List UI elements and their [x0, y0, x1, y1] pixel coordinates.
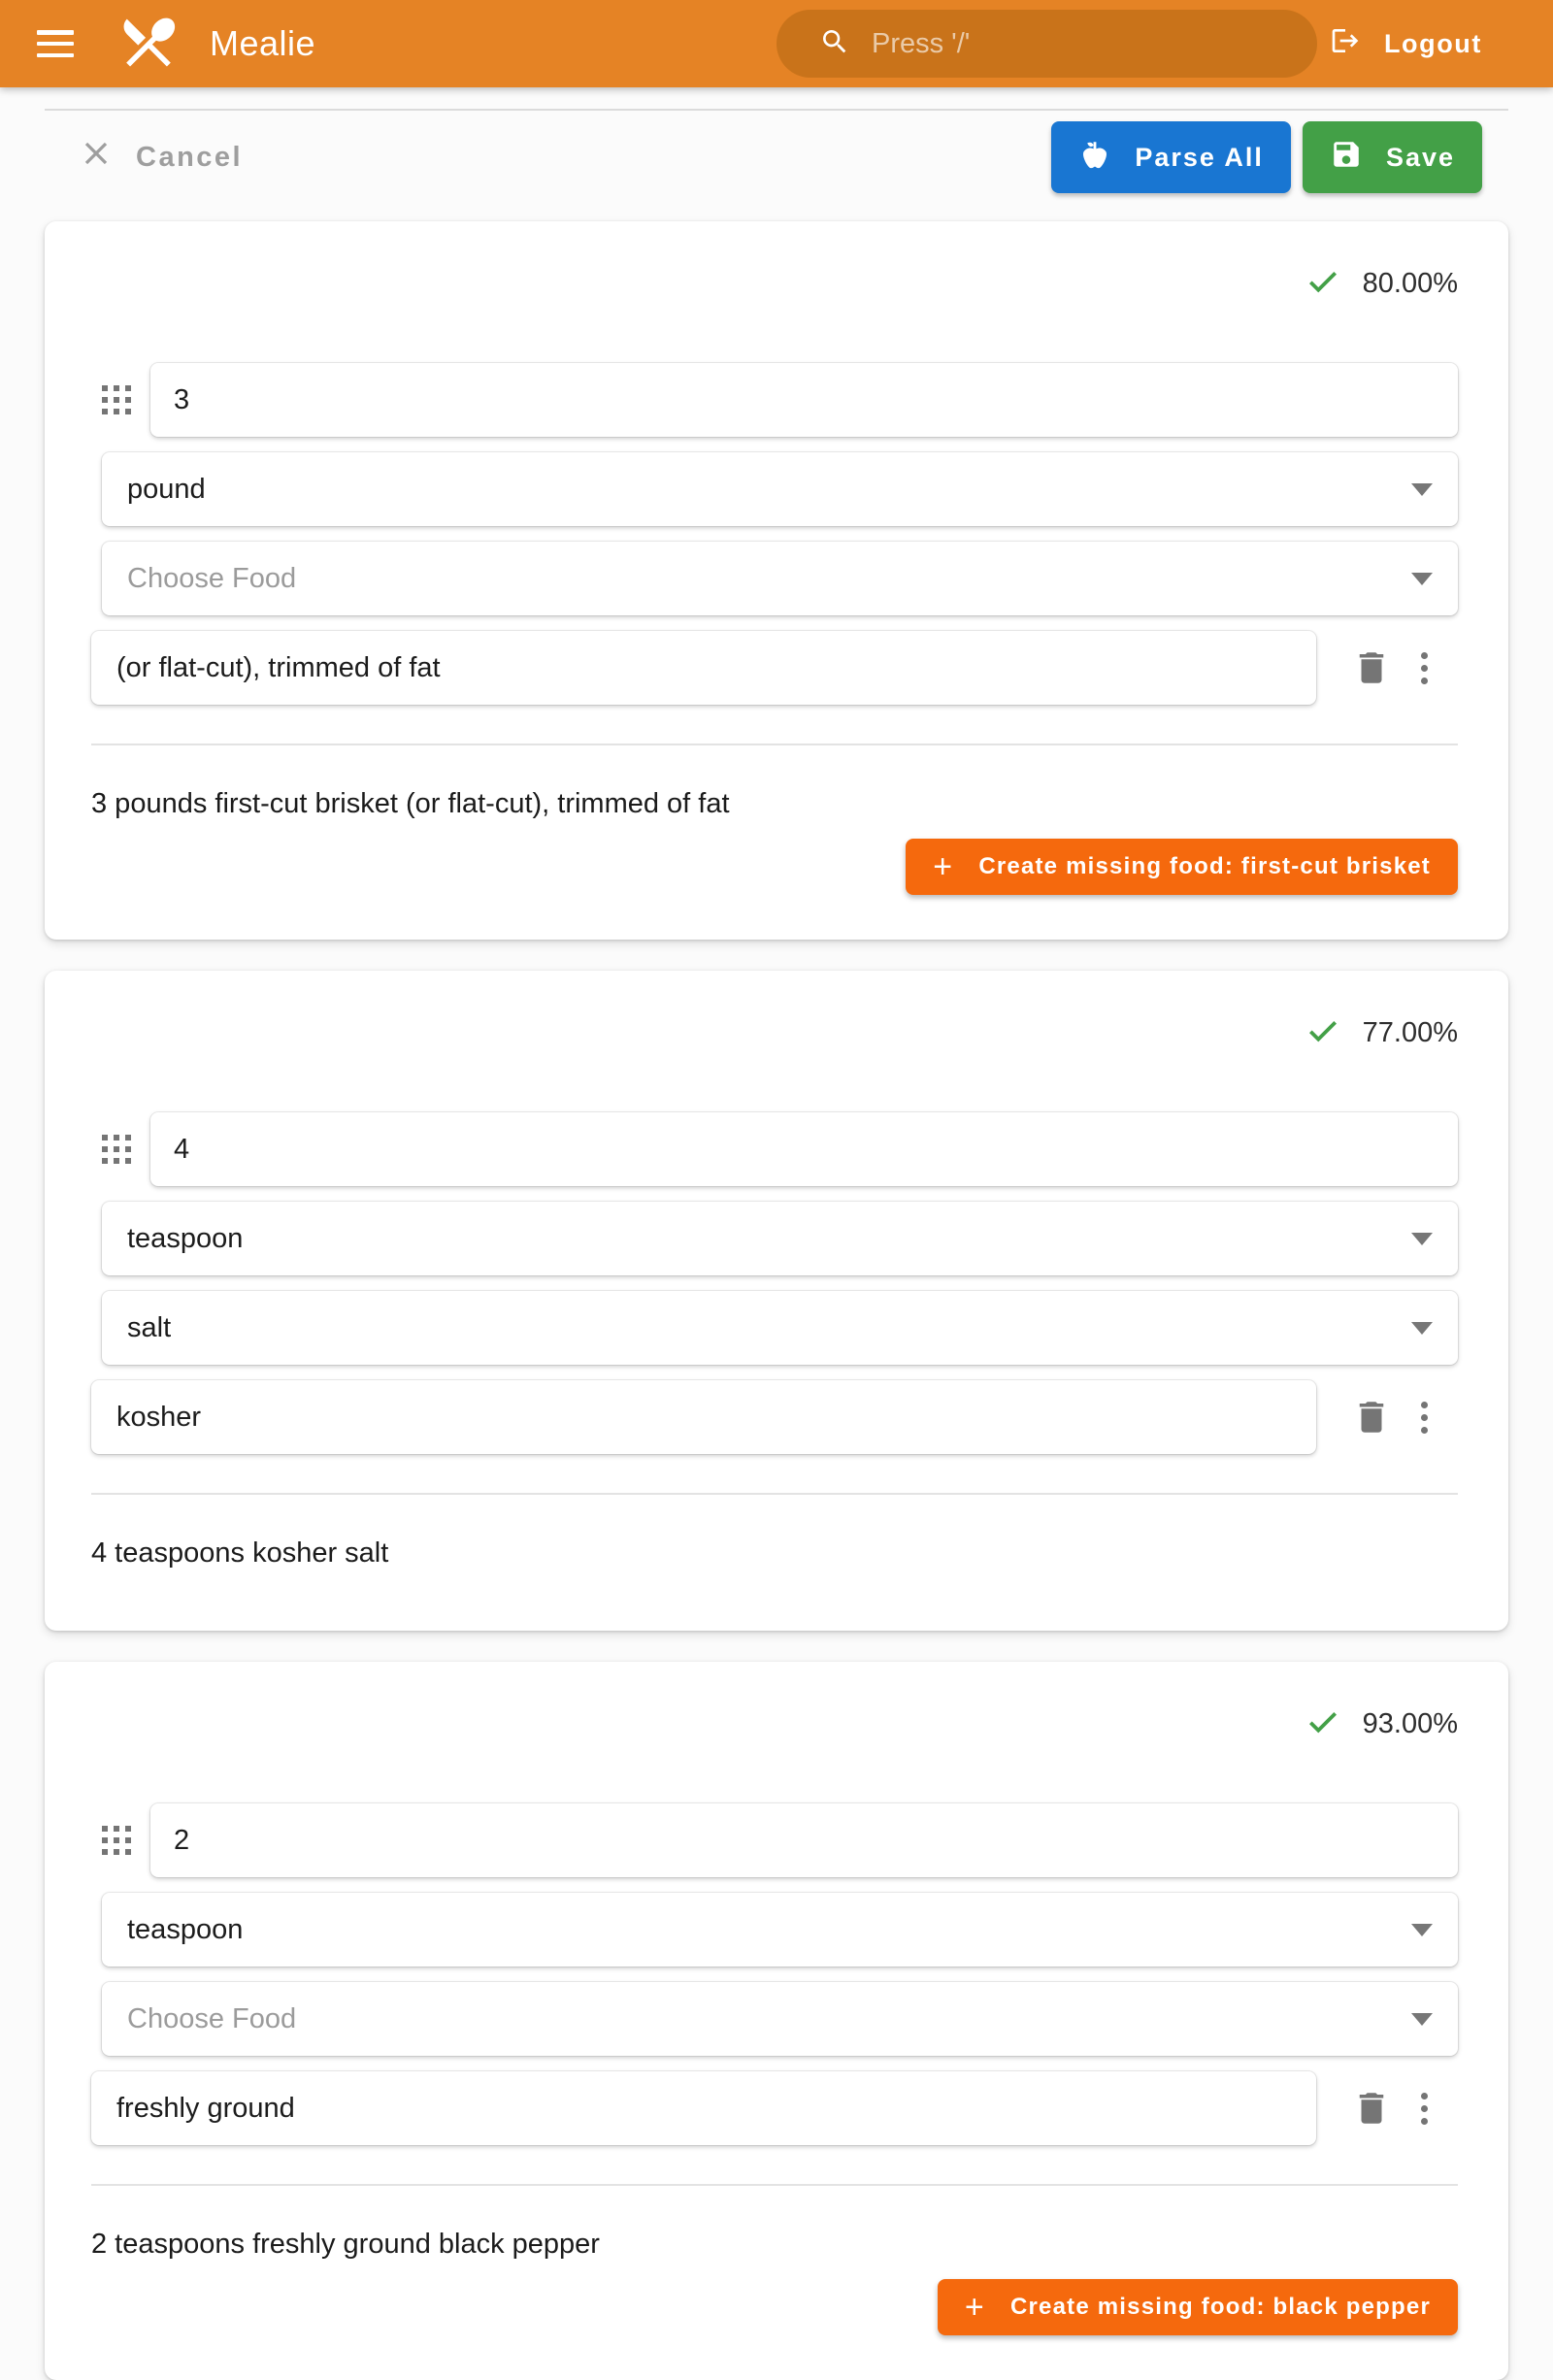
food-placeholder: Choose Food: [127, 562, 297, 594]
save-label: Save: [1385, 142, 1455, 172]
parse-all-label: Parse All: [1135, 142, 1264, 172]
search-input[interactable]: [870, 27, 1258, 61]
delete-icon[interactable]: [1351, 2088, 1392, 2129]
drag-handle-icon[interactable]: [102, 385, 131, 414]
original-ingredient-text: 4 teaspoons kosher salt: [91, 1537, 389, 1569]
top-divider: [45, 109, 1508, 111]
confidence-value: 93.00%: [1362, 1707, 1458, 1739]
logout-button[interactable]: [1324, 24, 1488, 64]
parse-all-button[interactable]: [1051, 121, 1291, 193]
original-ingredient-text: 3 pounds first-cut brisket (or flat-cut), trimmed of fat: [91, 788, 730, 819]
card-divider: [91, 2184, 1458, 2186]
unit-row: [102, 1202, 1458, 1275]
create-missing-food-label: Create missing food: black pepper: [1009, 2294, 1431, 2320]
food-row: [102, 1982, 1458, 2056]
check-icon: [1305, 1012, 1341, 1054]
unit-select[interactable]: [102, 1893, 1458, 1967]
more-options-icon[interactable]: [1421, 1402, 1428, 1434]
toolbar-buttons: [1051, 121, 1482, 193]
check-icon: [1305, 263, 1341, 305]
food-select[interactable]: [102, 1982, 1458, 2056]
close-icon: [82, 139, 111, 176]
card-divider: [91, 744, 1458, 745]
delete-icon[interactable]: [1351, 1397, 1392, 1438]
cancel-button[interactable]: [76, 138, 248, 177]
app-header: [0, 0, 1553, 87]
food-row: [102, 542, 1458, 615]
ingredient-card: [45, 221, 1508, 940]
apple-icon: [1078, 138, 1111, 178]
mealie-logo-icon: [116, 10, 181, 79]
note-input[interactable]: [91, 2071, 1316, 2145]
food-select[interactable]: [102, 542, 1458, 615]
card-divider: [91, 1493, 1458, 1495]
plus-icon: +: [933, 848, 954, 885]
more-options-icon[interactable]: [1421, 2093, 1428, 2125]
unit-select[interactable]: [102, 1202, 1458, 1275]
logout-icon: [1330, 25, 1361, 63]
quantity-row: [91, 1112, 1458, 1186]
note-row: [91, 1380, 1458, 1454]
confidence-row: [91, 1011, 1458, 1054]
ingredient-card: [45, 971, 1508, 1631]
note-row: [91, 631, 1458, 705]
food-value: salt: [127, 1311, 172, 1343]
create-food-row: [91, 839, 1458, 895]
create-missing-food-button[interactable]: [906, 839, 1458, 895]
search-icon: [819, 26, 850, 62]
food-row: [102, 1291, 1458, 1365]
note-input[interactable]: [91, 1380, 1316, 1454]
more-options-icon[interactable]: [1421, 652, 1428, 684]
chevron-down-icon: [1411, 1322, 1433, 1335]
chevron-down-icon: [1411, 573, 1433, 585]
confidence-row: [91, 262, 1458, 305]
cancel-label: Cancel: [136, 141, 244, 173]
note-row: [91, 2071, 1458, 2145]
plus-icon: +: [964, 2289, 985, 2326]
unit-row: [102, 452, 1458, 526]
unit-value: teaspoon: [127, 1913, 244, 1945]
unit-value: teaspoon: [127, 1222, 244, 1254]
quantity-input[interactable]: [150, 363, 1458, 437]
logout-label: Logout: [1383, 28, 1482, 58]
ingredient-card: [45, 1662, 1508, 2380]
create-food-row: [91, 2279, 1458, 2335]
save-button[interactable]: [1303, 121, 1482, 193]
search-bar[interactable]: [776, 10, 1317, 78]
create-missing-food-label: Create missing food: first-cut brisket: [978, 853, 1431, 879]
quantity-input[interactable]: [150, 1803, 1458, 1877]
unit-select[interactable]: [102, 452, 1458, 526]
save-icon: [1330, 138, 1363, 178]
menu-icon[interactable]: [37, 30, 74, 57]
chevron-down-icon: [1411, 483, 1433, 496]
delete-icon[interactable]: [1351, 647, 1392, 688]
unit-row: [102, 1893, 1458, 1967]
ingredient-parser-page: [0, 109, 1553, 2380]
unit-value: pound: [127, 473, 206, 505]
drag-handle-icon[interactable]: [102, 1826, 131, 1855]
chevron-down-icon: [1411, 2013, 1433, 2026]
confidence-row: [91, 1702, 1458, 1745]
chevron-down-icon: [1411, 1233, 1433, 1245]
quantity-row: [91, 1803, 1458, 1877]
check-icon: [1305, 1703, 1341, 1745]
confidence-value: 77.00%: [1362, 1016, 1458, 1048]
app-title: Mealie: [210, 23, 316, 63]
food-placeholder: Choose Food: [127, 2002, 297, 2034]
confidence-value: 80.00%: [1362, 267, 1458, 299]
note-input[interactable]: [91, 631, 1316, 705]
actions-row: [45, 120, 1508, 194]
chevron-down-icon: [1411, 1924, 1433, 1936]
create-missing-food-button[interactable]: [938, 2279, 1458, 2335]
original-ingredient-text: 2 teaspoons freshly ground black pepper: [91, 2229, 600, 2260]
food-select[interactable]: [102, 1291, 1458, 1365]
quantity-row: [91, 363, 1458, 437]
drag-handle-icon[interactable]: [102, 1135, 131, 1164]
quantity-input[interactable]: [150, 1112, 1458, 1186]
